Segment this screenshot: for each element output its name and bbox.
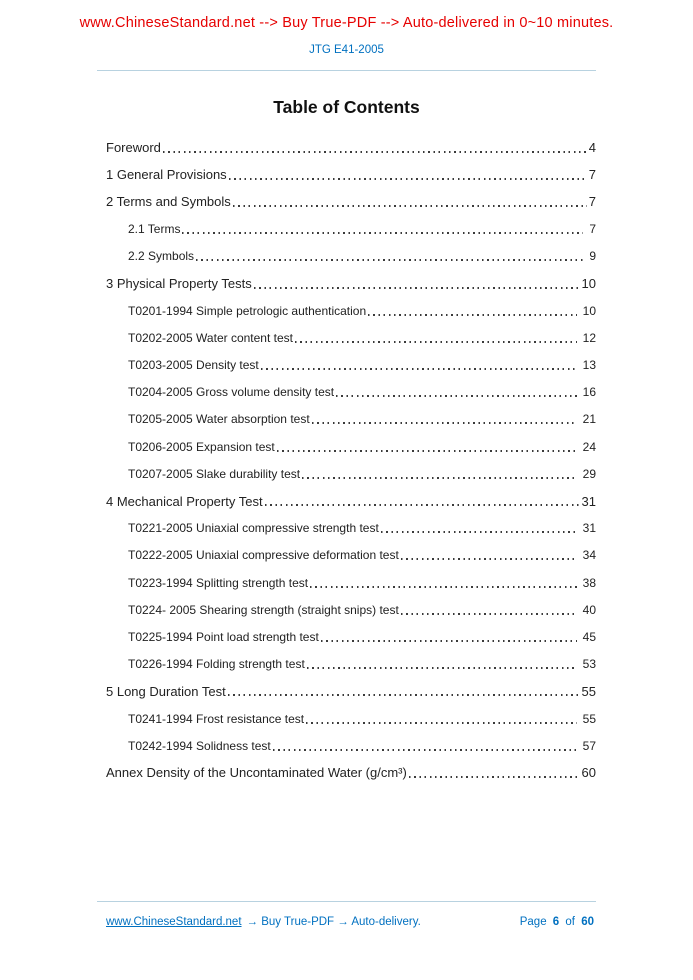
toc-entry-page: 31 [582, 521, 596, 536]
toc-entry-page: 53 [582, 657, 596, 672]
dot-leader [368, 314, 576, 316]
toc-entry[interactable] [106, 297, 596, 324]
toc-entry-page: 38 [582, 575, 596, 590]
toc-entry-page: 16 [582, 385, 596, 400]
toc-entry[interactable] [106, 515, 596, 542]
toc-entry-label: 2.1 Terms [128, 222, 181, 237]
toc-entry-label: Foreword [106, 140, 161, 156]
toc-entry-label: T0203-2005 Density test [128, 358, 259, 373]
top-banner-link[interactable]: www.ChineseStandard.net --> Buy True-PDF --> Auto-delivered in 0~10 minutes. [79, 15, 614, 31]
toc-entry-page: 55 [581, 683, 596, 699]
toc-entry-label: T0204-2005 Gross volume density test [128, 385, 335, 400]
toc-entry[interactable] [106, 542, 596, 569]
toc-entry-label: T0224- 2005 Shearing strength (straight snips) test [128, 602, 399, 617]
dot-leader [163, 151, 587, 153]
toc-entry[interactable] [106, 759, 596, 786]
toc-entry-label: 2.2 Symbols [128, 249, 195, 264]
toc-entry-page: 45 [582, 629, 596, 644]
toc-entry-label: T0202-2005 Water content test [128, 330, 293, 345]
toc-entry-label: T0205-2005 Water absorption test [128, 412, 310, 427]
dot-leader [307, 667, 577, 669]
toc-entry[interactable] [106, 270, 596, 297]
dot-leader [381, 531, 577, 533]
toc-entry-label: T0223-1994 Splitting strength test [128, 575, 309, 590]
dot-leader [409, 776, 580, 778]
dot-leader [182, 232, 583, 234]
dot-leader [273, 749, 577, 751]
toc-entry[interactable] [106, 379, 596, 406]
toc-entry[interactable] [106, 732, 596, 759]
toc-entry-page: 12 [582, 330, 596, 345]
dot-leader [265, 504, 580, 506]
footer-site-link[interactable]: www.ChineseStandard.net [106, 916, 242, 928]
toc-entry-label: T0207-2005 Slake durability test [128, 466, 301, 481]
dot-leader [277, 450, 577, 452]
toc-entry-page: 57 [582, 738, 596, 753]
dot-leader [336, 395, 577, 397]
page-indicator [517, 916, 594, 928]
dot-leader [261, 368, 577, 370]
toc-entry-page: 7 [589, 222, 596, 237]
dot-leader [312, 422, 577, 424]
toc-entry[interactable] [106, 216, 596, 243]
toc-entry[interactable] [106, 352, 596, 379]
toc-entry[interactable] [106, 678, 596, 705]
toc-entry-page: 7 [588, 194, 596, 210]
toc-entry-label: T0206-2005 Expansion test [128, 439, 275, 454]
page-indicator-label: Page [519, 916, 547, 928]
dot-leader [229, 178, 587, 180]
toc-entry-page: 55 [582, 711, 596, 726]
dot-leader [228, 694, 580, 696]
dot-leader [196, 259, 583, 261]
toc-list [106, 134, 596, 787]
toc-entry[interactable] [106, 188, 596, 215]
toc-entry-page: 9 [589, 249, 596, 264]
toc-entry[interactable] [106, 161, 596, 188]
toc-entry-label: 1 General Provisions [106, 167, 227, 183]
footer-left [106, 916, 421, 928]
toc-entry[interactable] [106, 243, 596, 270]
toc-entry[interactable] [106, 324, 596, 351]
dot-leader [233, 205, 587, 207]
footer-tagline: → Buy True-PDF → Auto-delivery. [246, 916, 421, 928]
total-page-number: 60 [581, 916, 594, 928]
dot-leader [321, 640, 577, 642]
toc-entry-page: 24 [582, 439, 596, 454]
toc-entry-label: T0226-1994 Folding strength test [128, 657, 305, 672]
toc-entry-label: T0221-2005 Uniaxial compressive strength test [128, 521, 379, 536]
current-page-number: 6 [552, 916, 560, 928]
toc-entry-label: 5 Long Duration Test [106, 683, 226, 699]
toc-entry-page: 40 [582, 602, 596, 617]
doc-code: JTG E41-2005 [309, 44, 384, 56]
toc-entry-label: Annex Density of the Uncontaminated Water (g/cm³) [106, 765, 407, 781]
toc-entry-page: 10 [581, 276, 596, 292]
toc-entry[interactable] [106, 460, 596, 487]
toc-entry-page: 31 [581, 493, 596, 509]
page-title: Table of Contents [273, 97, 420, 117]
toc-entry-label: T0242-1994 Solidness test [128, 738, 271, 753]
toc-entry[interactable] [106, 623, 596, 650]
toc-entry-label: T0222-2005 Uniaxial compressive deformation test [128, 548, 399, 563]
toc-entry[interactable] [106, 487, 596, 514]
toc-entry-page: 60 [581, 765, 596, 781]
toc-entry-label: 4 Mechanical Property Test [106, 493, 263, 509]
toc-entry[interactable] [106, 134, 596, 161]
page-indicator-of: of [565, 916, 575, 928]
header-divider [97, 70, 596, 71]
toc-entry[interactable] [106, 406, 596, 433]
dot-leader [401, 558, 577, 560]
toc-entry-page: 7 [588, 167, 596, 183]
toc-entry-page: 21 [582, 412, 596, 427]
toc-entry[interactable] [106, 433, 596, 460]
dot-leader [306, 722, 577, 724]
toc-entry-page: 34 [582, 548, 596, 563]
dot-leader [401, 613, 577, 615]
toc-entry-label: T0241-1994 Frost resistance test [128, 711, 305, 726]
toc-entry-label: 2 Terms and Symbols [106, 194, 231, 210]
footer-divider [97, 901, 596, 902]
toc-entry-page: 4 [588, 140, 596, 156]
toc-entry[interactable] [106, 569, 596, 596]
dot-leader [310, 586, 577, 588]
dot-leader [302, 477, 577, 479]
toc-entry-label: 3 Physical Property Tests [106, 276, 252, 292]
toc-entry[interactable] [106, 596, 596, 623]
toc-entry-page: 13 [582, 358, 596, 373]
toc-entry-page: 29 [582, 466, 596, 481]
dot-leader [295, 341, 577, 343]
footer [106, 916, 594, 928]
toc-entry-label: T0201-1994 Simple petrologic authentication [128, 303, 367, 318]
dot-leader [254, 287, 580, 289]
toc-entry[interactable] [106, 651, 596, 678]
toc-entry-page: 10 [582, 303, 596, 318]
toc-entry[interactable] [106, 705, 596, 732]
toc-entry-label: T0225-1994 Point load strength test [128, 629, 319, 644]
